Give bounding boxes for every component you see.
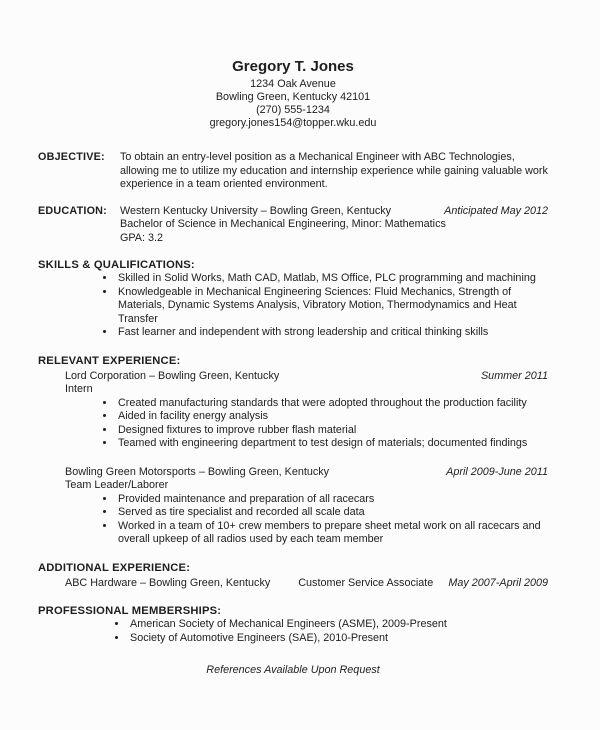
address-city: Bowling Green, Kentucky 42101 — [215, 91, 371, 103]
additional-company: ABC Hardware – Bowling Green, Kentucky — [65, 576, 271, 589]
job-bullet: • Served as tire specialist and recorded all scale data — [116, 506, 548, 520]
job-title: Team Leader/Laborer — [65, 479, 169, 491]
memberships-heading: PROFESSIONAL MEMBERSHIPS: — [38, 605, 222, 617]
additional-experience-heading: ADDITIONAL EXPERIENCE: — [38, 561, 191, 574]
address-street: 1234 Oak Avenue — [250, 78, 336, 90]
relevant-experience-heading: RELEVANT EXPERIENCE: — [38, 354, 181, 367]
job-date: Summer 2011 — [480, 369, 548, 382]
skills-bullet: • Skilled in Solid Works, Math CAD, Matlab, MS Office, PLC programming and machining — [116, 272, 548, 286]
resume-header — [38, 57, 548, 130]
skills-heading: SKILLS & QUALIFICATIONS: — [38, 259, 195, 271]
memberships-section — [38, 604, 548, 645]
skills-bullet: • Fast learner and independent with strong leadership and critical thinking skills — [116, 326, 548, 340]
job-title: Intern — [65, 383, 93, 395]
additional-experience-section — [38, 561, 548, 591]
job-company: Lord Corporation – Bowling Green, Kentucky — [65, 369, 280, 382]
additional-role: Customer Service Associate — [298, 576, 434, 589]
education-degree: Bachelor of Science in Mechanical Engineering, Minor: Mathematics — [120, 218, 446, 230]
additional-date: May 2007-April 2009 — [448, 576, 548, 589]
objective-label: OBJECTIVE: — [38, 151, 105, 163]
job-company: Bowling Green Motorsports – Bowling Green, Kentucky — [65, 465, 330, 478]
skills-bullet: • Knowledgeable in Mechanical Engineering Sciences: Fluid Mechanics, Strength of Materials, Dynamic Systems Analysis, Vibratory Motion, Thermodynamics and Heat Transfer — [116, 286, 548, 327]
job-bullet: • Teamed with engineering department to test design of materials; documented findings — [116, 437, 548, 451]
education-date: Anticipated May 2012 — [444, 204, 548, 217]
phone-number: (270) 555-1234 — [256, 104, 330, 116]
job-bullet: • Designed fixtures to improve rubber flash material — [116, 424, 548, 438]
objective-section — [38, 151, 548, 192]
skills-section — [38, 258, 548, 340]
objective-text: To obtain an entry-level position as a Mechanical Engineer with ABC Technologies, allowing me to utilize my education and internship experience while gaining valuable work experience in a team oriented environment. — [120, 151, 548, 190]
relevant-experience-section — [38, 354, 548, 547]
education-gpa: GPA: 3.2 — [120, 231, 164, 244]
email-address: gregory.jones154@topper.wku.edu — [209, 117, 377, 129]
job-entry — [65, 466, 548, 547]
membership-bullet: • American Society of Mechanical Engineers (ASME), 2009-Present — [128, 618, 548, 632]
job-entry — [65, 370, 548, 451]
education-label: EDUCATION: — [38, 204, 107, 217]
education-school: Western Kentucky University – Bowling Green, Kentucky — [120, 204, 392, 217]
job-bullet: • Created manufacturing standards that were adopted throughout the production facility — [116, 397, 548, 411]
job-date: April 2009-June 2011 — [446, 465, 548, 478]
job-bullet: • Worked in a team of 10+ crew members to prepare sheet metal work on all racecars and overall upkeep of all radios used by each team member — [116, 520, 548, 547]
membership-bullet: • Society of Automotive Engineers (SAE), 2010-Present — [128, 632, 548, 646]
candidate-name: Gregory T. Jones — [232, 58, 354, 75]
education-section — [38, 205, 548, 246]
job-bullet: • Provided maintenance and preparation of all racecars — [116, 493, 548, 507]
job-bullet: • Aided in facility energy analysis — [116, 410, 548, 424]
references-note: References Available Upon Request — [206, 664, 380, 676]
